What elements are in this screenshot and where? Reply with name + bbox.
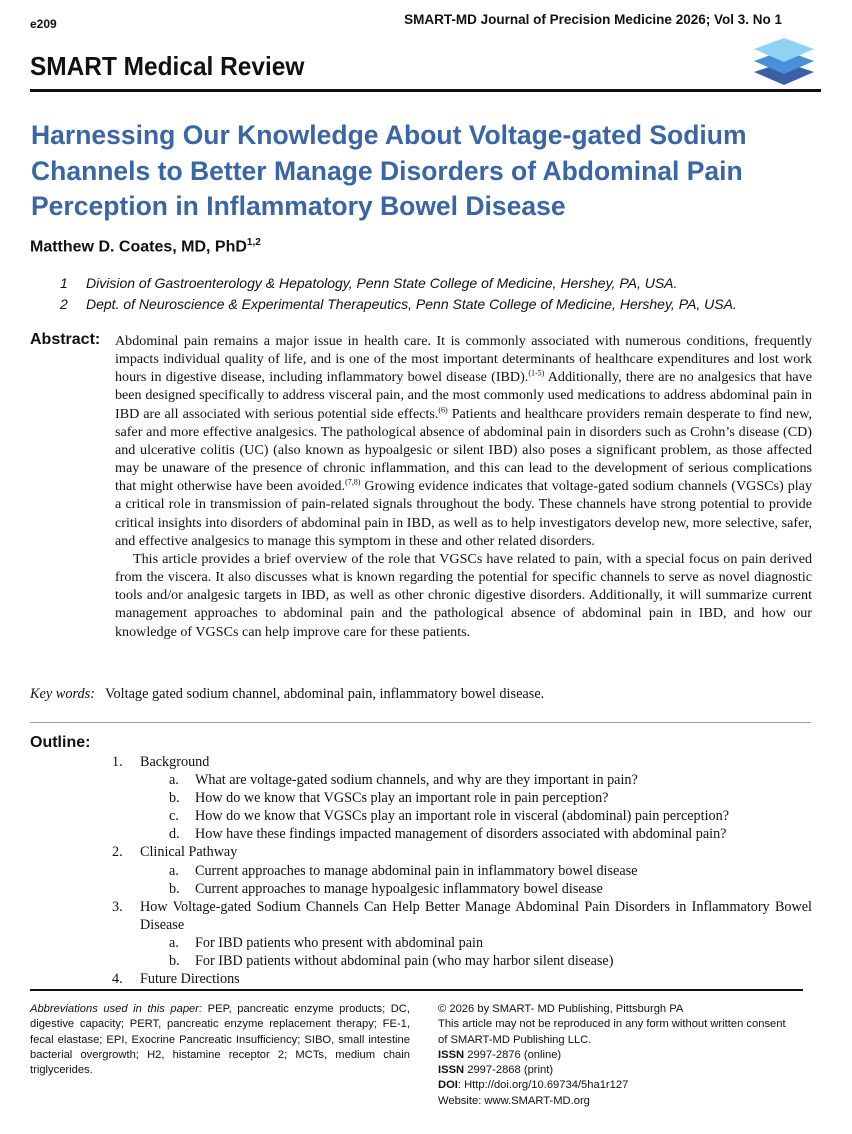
issn-label: ISSN bbox=[438, 1064, 465, 1077]
outline-item-letter: b. bbox=[169, 790, 180, 807]
outline-item-text: How have these findings impacted management of disorders associated with abdominal pain? bbox=[195, 826, 727, 843]
citation: (6) bbox=[438, 404, 448, 414]
outline-section bbox=[112, 843, 812, 861]
outline-item bbox=[112, 952, 812, 970]
abbreviations-text: PEP, pancreatic enzyme products; DC, digestive capacity; PERT, pancreatic enzyme replacement therapy; FE-1, fecal elastase; EPI, Exocrine Pancreatic Insufficiency; SIBO, small intestine bacterial overgrowth; H2, histamine receptor 2; MCTs, medium chain triglycerides. bbox=[30, 1003, 410, 1077]
author-affiliation-ref: 1,2 bbox=[246, 237, 261, 248]
section-divider bbox=[30, 722, 811, 723]
abstract-paragraph-1 bbox=[115, 332, 812, 550]
author-line bbox=[30, 237, 261, 256]
doi-link[interactable]: : Http://doi.org/10.69734/5ha1r127 bbox=[457, 1079, 629, 1092]
abstract-text: Patients and healthcare providers remain desperate to find new, safer and more effective analgesics. The pathological absence of abdominal pain in disorders such as Crohn’s disease (CD) and ulcerative colitis (UC) (also known as hypoalgesic or silent IBD) also poses a significant problem, as those affected may be unaware of the presence of chronic inflammation, and this can lead to the development of serious complications that might otherwise have been avoided. bbox=[115, 405, 812, 495]
outline-section-title: Clinical Pathway bbox=[140, 844, 238, 861]
affiliation-number: 1 bbox=[60, 275, 68, 291]
outline-item-text: For IBD patients without abdominal pain (who may harbor silent disease) bbox=[195, 953, 614, 970]
outline-section bbox=[112, 970, 812, 988]
affiliation-number: 2 bbox=[60, 296, 68, 312]
outline-label: Outline: bbox=[30, 734, 91, 751]
doi-label: DOI bbox=[438, 1079, 458, 1092]
outline-section bbox=[112, 753, 812, 771]
outline-item-letter: d. bbox=[169, 826, 180, 843]
outline-item-letter: c. bbox=[169, 808, 179, 825]
outline-item bbox=[112, 862, 812, 880]
outline-item bbox=[112, 807, 812, 825]
outline-section-number: 1. bbox=[112, 754, 123, 770]
stacked-layers-icon bbox=[752, 36, 816, 86]
outline-section bbox=[112, 898, 812, 934]
affiliation-text: Division of Gastroenterology & Hepatology, Penn State College of Medicine, Hershey, PA, USA. bbox=[86, 275, 678, 291]
abbreviations-label: Abbreviations used in this paper: bbox=[30, 1003, 203, 1015]
footer-rule bbox=[30, 989, 803, 991]
outline-item-text: Current approaches to manage hypoalgesic inflammatory bowel disease bbox=[195, 880, 603, 897]
abstract-text: Abdominal pain remains a major issue in health care. It is commonly associated with numerous conditions, frequently impacts individual quality of life, and is one of the most important determinants of healthcare expenditures and lost work hours in digestive disease, including inflammatory bowel disease (IBD). bbox=[115, 333, 812, 386]
affiliation-2 bbox=[60, 296, 737, 312]
citation: (7,8) bbox=[345, 477, 361, 487]
article-title: Harnessing Our Knowledge About Voltage-gated Sodium Channels to Better Manage Disorders of Abdominal Pain Perception in Inflammatory Bowel Disease bbox=[31, 120, 747, 221]
outline-section-number: 4. bbox=[112, 971, 123, 988]
abstract-label: Abstract: bbox=[30, 331, 101, 348]
copyright: © 2026 by SMART- MD Publishing, Pittsburgh PA bbox=[438, 1003, 684, 1015]
outline-item-letter: a. bbox=[169, 772, 179, 789]
abstract-paragraph-2: This article provides a brief overview of the role that VGSCs have related to pain, with a special focus on pain derived from the viscera. It also discusses what is known regarding the potential for specific channels to serve as novel diagnostic tools and/or analgesic targets in IBD, as well as other chronic digestive disorders. Additionally, it will summarize current management approaches to abdominal pain and the pathological absence of abdominal pain in IBD, and how our knowledge of VGSCs can help improve care for these patients. bbox=[115, 550, 812, 640]
outline-item-letter: a. bbox=[169, 862, 179, 879]
issn-online bbox=[438, 1048, 798, 1063]
outline-item bbox=[112, 789, 812, 807]
outline-list bbox=[112, 753, 812, 988]
affiliation-text: Dept. of Neuroscience & Experimental Therapeutics, Penn State College of Medicine, Hershey, PA, USA. bbox=[86, 296, 737, 312]
outline-item bbox=[112, 825, 812, 843]
outline-section-title: How Voltage-gated Sodium Channels Can Help Better Manage Abdominal Pain Disorders in Inflammatory Bowel Disease bbox=[140, 898, 812, 933]
outline-item-text: Current approaches to manage abdominal pain in inflammatory bowel disease bbox=[195, 862, 638, 879]
outline-item bbox=[112, 934, 812, 952]
outline-item-text: For IBD patients who present with abdominal pain bbox=[195, 934, 484, 951]
review-title: SMART Medical Review bbox=[30, 51, 305, 81]
abbreviations bbox=[30, 1002, 410, 1078]
publication-info bbox=[438, 1002, 798, 1109]
outline-section-title: Background bbox=[140, 754, 210, 770]
page-number: e209 bbox=[30, 17, 57, 31]
outline-item-text: What are voltage-gated sodium channels, and why are they important in pain? bbox=[195, 772, 638, 789]
outline-item-text: How do we know that VGSCs play an important role in visceral (abdominal) pain perception? bbox=[195, 808, 730, 825]
keywords bbox=[30, 686, 544, 703]
issn-value: 2997-2876 (online) bbox=[467, 1048, 562, 1061]
outline-section-number: 3. bbox=[112, 898, 123, 915]
issn-label: ISSN bbox=[438, 1048, 465, 1061]
header-rule bbox=[30, 89, 821, 92]
affiliation-1 bbox=[60, 275, 677, 291]
outline-item-letter: b. bbox=[169, 953, 180, 970]
outline-item bbox=[112, 880, 812, 898]
citation: (1-5) bbox=[528, 368, 545, 378]
issn-value: 2997-2868 (print) bbox=[467, 1064, 554, 1077]
outline-section-title: Future Directions bbox=[140, 971, 240, 988]
abstract-text: Growing evidence indicates that voltage-gated sodium channels (VGSCs) play a critical role in transmission of pain-related signals throughout the body. These channels have strong potential to provide critical insights into disorders of abdominal pain in IBD, as well as to help investigators develop new, more selective, safer, and effective analgesics to manage this symptom in these and other related disorders. bbox=[115, 478, 812, 549]
keywords-text: Voltage gated sodium channel, abdominal pain, inflammatory bowel disease. bbox=[105, 686, 545, 702]
outline-section-number: 2. bbox=[112, 844, 123, 861]
issn-print bbox=[438, 1063, 798, 1078]
doi bbox=[438, 1078, 798, 1093]
abstract-text: Additionally, there are no analgesics that have been designed specifically to address visceral pain, and the most commonly used medications to address abdominal pain in IBD are all associated with serious potential side effects. bbox=[115, 369, 812, 422]
outline-item-letter: b. bbox=[169, 880, 180, 897]
keywords-label: Key words: bbox=[30, 686, 95, 702]
outline-item-text: How do we know that VGSCs play an important role in pain perception? bbox=[195, 790, 609, 807]
journal-line: SMART-MD Journal of Precision Medicine 2026; Vol 3. No 1 bbox=[404, 12, 782, 27]
abstract-body bbox=[115, 332, 812, 641]
outline-item bbox=[112, 771, 812, 789]
website-link[interactable]: Website: www.SMART-MD.org bbox=[438, 1094, 590, 1107]
outline-item-letter: a. bbox=[169, 934, 179, 951]
reproduction-notice: This article may not be reproduced in any form without written consent of SMART-MD Publishing LLC. bbox=[438, 1018, 786, 1046]
author-name: Matthew D. Coates, MD, PhD bbox=[30, 238, 247, 256]
